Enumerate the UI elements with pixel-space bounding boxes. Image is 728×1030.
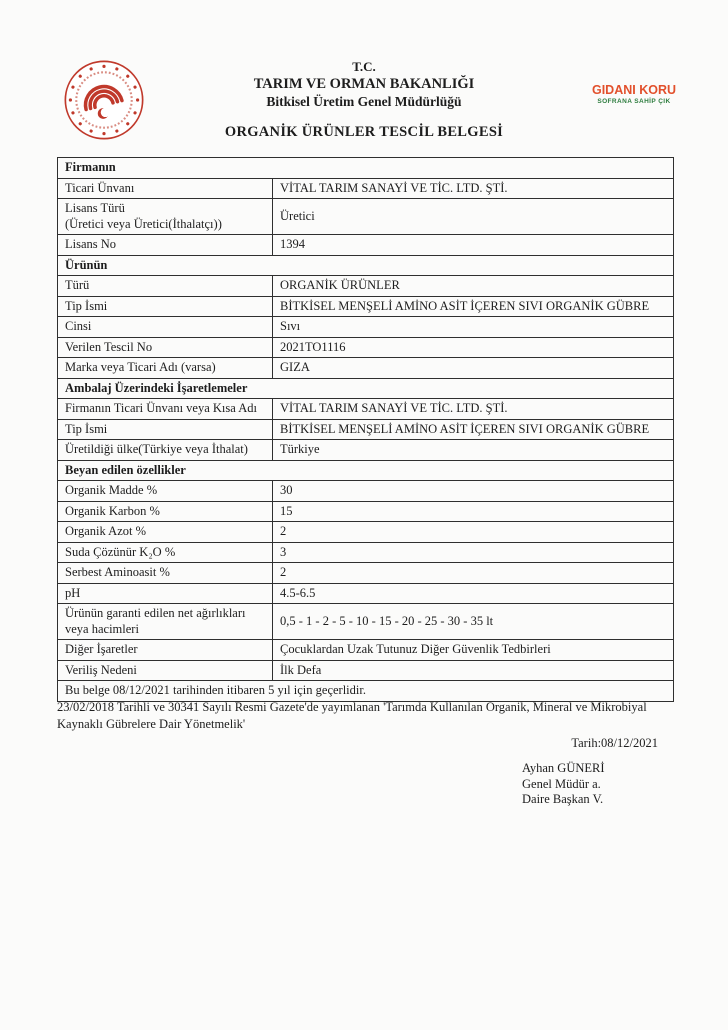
field-value: Türkiye bbox=[273, 440, 674, 461]
field-label: Marka veya Ticari Adı (varsa) bbox=[58, 358, 273, 379]
table-row bbox=[58, 583, 674, 604]
table-row bbox=[58, 276, 674, 297]
section-header: Firmanın bbox=[58, 158, 674, 179]
table-row bbox=[58, 604, 674, 640]
table-row bbox=[58, 481, 674, 502]
field-label: Verilen Tescil No bbox=[58, 337, 273, 358]
field-value: ORGANİK ÜRÜNLER bbox=[273, 276, 674, 297]
table-row bbox=[58, 317, 674, 338]
field-value: VİTAL TARIM SANAYİ VE TİC. LTD. ŞTİ. bbox=[273, 399, 674, 420]
field-label: Lisans No bbox=[58, 235, 273, 256]
field-label: Ürünün garanti edilen net ağırlıkları veya hacimleri bbox=[58, 604, 273, 640]
field-value: İlk Defa bbox=[273, 660, 674, 681]
table-row bbox=[58, 660, 674, 681]
republic-label: T.C. bbox=[352, 59, 376, 74]
table-row bbox=[58, 460, 674, 481]
field-value: BİTKİSEL MENŞELİ AMİNO ASİT İÇEREN SIVI ORGANİK GÜBRE bbox=[273, 419, 674, 440]
table-row bbox=[58, 358, 674, 379]
field-value: 3 bbox=[273, 542, 674, 563]
field-value: BİTKİSEL MENŞELİ AMİNO ASİT İÇEREN SIVI ORGANİK GÜBRE bbox=[273, 296, 674, 317]
field-label: Firmanın Ticari Ünvanı veya Kısa Adı bbox=[58, 399, 273, 420]
field-value: Üretici bbox=[273, 199, 674, 235]
section-header: Ürünün bbox=[58, 255, 674, 276]
field-label: Ticari Ünvanı bbox=[58, 178, 273, 199]
table-row bbox=[58, 158, 674, 179]
campaign-subtitle: SOFRANA SAHİP ÇIK bbox=[597, 97, 671, 105]
field-value: VİTAL TARIM SANAYİ VE TİC. LTD. ŞTİ. bbox=[273, 178, 674, 199]
signer-title-2: Daire Başkan V. bbox=[522, 792, 604, 806]
field-label: Serbest Aminoasit % bbox=[58, 563, 273, 584]
table-row bbox=[58, 419, 674, 440]
field-value: 2021TO1116 bbox=[273, 337, 674, 358]
field-label: Organik Karbon % bbox=[58, 501, 273, 522]
field-label: Lisans Türü (Üretici veya Üretici(İthalatçı)) bbox=[58, 199, 273, 235]
field-label: Tip İsmi bbox=[58, 296, 273, 317]
document-title: ORGANİK ÜRÜNLER TESCİL BELGESİ bbox=[224, 124, 504, 140]
table-row bbox=[58, 542, 674, 563]
field-label: Cinsi bbox=[58, 317, 273, 338]
validity-note: Bu belge 08/12/2021 tarihinden itibaren 5 yıl için geçerlidir. bbox=[58, 681, 674, 702]
field-value: 15 bbox=[273, 501, 674, 522]
table-row bbox=[58, 199, 674, 235]
field-value: 1394 bbox=[273, 235, 674, 256]
field-value: 2 bbox=[273, 563, 674, 584]
issue-date: Tarih:08/12/2021 bbox=[571, 736, 658, 750]
field-label: Organik Madde % bbox=[58, 481, 273, 502]
field-value: Çocuklardan Uzak Tutunuz Diğer Güvenlik Tedbirleri bbox=[273, 640, 674, 661]
field-label: Üretildiği ülke(Türkiye veya İthalat) bbox=[58, 440, 273, 461]
table-row bbox=[58, 378, 674, 399]
field-value: 30 bbox=[273, 481, 674, 502]
field-label: pH bbox=[58, 583, 273, 604]
field-label: Organik Azot % bbox=[58, 522, 273, 543]
table-row bbox=[58, 640, 674, 661]
table-row bbox=[58, 501, 674, 522]
field-label: Tip İsmi bbox=[58, 419, 273, 440]
field-value: GIZA bbox=[273, 358, 674, 379]
field-value: Sıvı bbox=[273, 317, 674, 338]
signer-name: Ayhan GÜNERİ bbox=[522, 761, 605, 775]
field-label: Türü bbox=[58, 276, 273, 297]
field-value: 4.5-6.5 bbox=[273, 583, 674, 604]
table-row bbox=[58, 337, 674, 358]
section-header: Ambalaj Üzerindeki İşaretlemeler bbox=[58, 378, 674, 399]
certificate-table-body bbox=[58, 158, 674, 702]
section-header: Beyan edilen özellikler bbox=[58, 460, 674, 481]
table-row bbox=[58, 522, 674, 543]
campaign-title: GIDANI KORU bbox=[591, 83, 676, 97]
table-row bbox=[58, 399, 674, 420]
certificate-table bbox=[57, 157, 674, 702]
table-row bbox=[58, 440, 674, 461]
signer-title-1: Genel Müdür a. bbox=[522, 776, 601, 791]
table-row bbox=[58, 563, 674, 584]
field-label: Veriliş Nedeni bbox=[58, 660, 273, 681]
regulation-note: 23/02/2018 Tarihli ve 30341 Sayılı Resmi Gazete'de yayımlanan 'Tarımda Kullanılan Organik, Mineral ve Mikrobiyal Kaynaklı Gübrelere Dair Yönetmelik' bbox=[57, 700, 647, 731]
ministry-name: TARIM VE ORMAN BAKANLIĞI bbox=[253, 76, 475, 92]
gidani-koru-logo bbox=[592, 84, 676, 105]
table-row bbox=[58, 178, 674, 199]
signature-block bbox=[522, 761, 605, 808]
field-label: Diğer İşaretler bbox=[58, 640, 273, 661]
table-row bbox=[58, 235, 674, 256]
table-row bbox=[58, 681, 674, 702]
table-row bbox=[58, 255, 674, 276]
field-value: 2 bbox=[273, 522, 674, 543]
field-label: Suda Çözünür K₂O % bbox=[58, 542, 273, 563]
directorate-name: Bitkisel Üretim Genel Müdürlüğü bbox=[266, 94, 462, 109]
table-row bbox=[58, 296, 674, 317]
field-value: 0,5 - 1 - 2 - 5 - 10 - 15 - 20 - 25 - 30 - 35 lt bbox=[273, 604, 674, 640]
